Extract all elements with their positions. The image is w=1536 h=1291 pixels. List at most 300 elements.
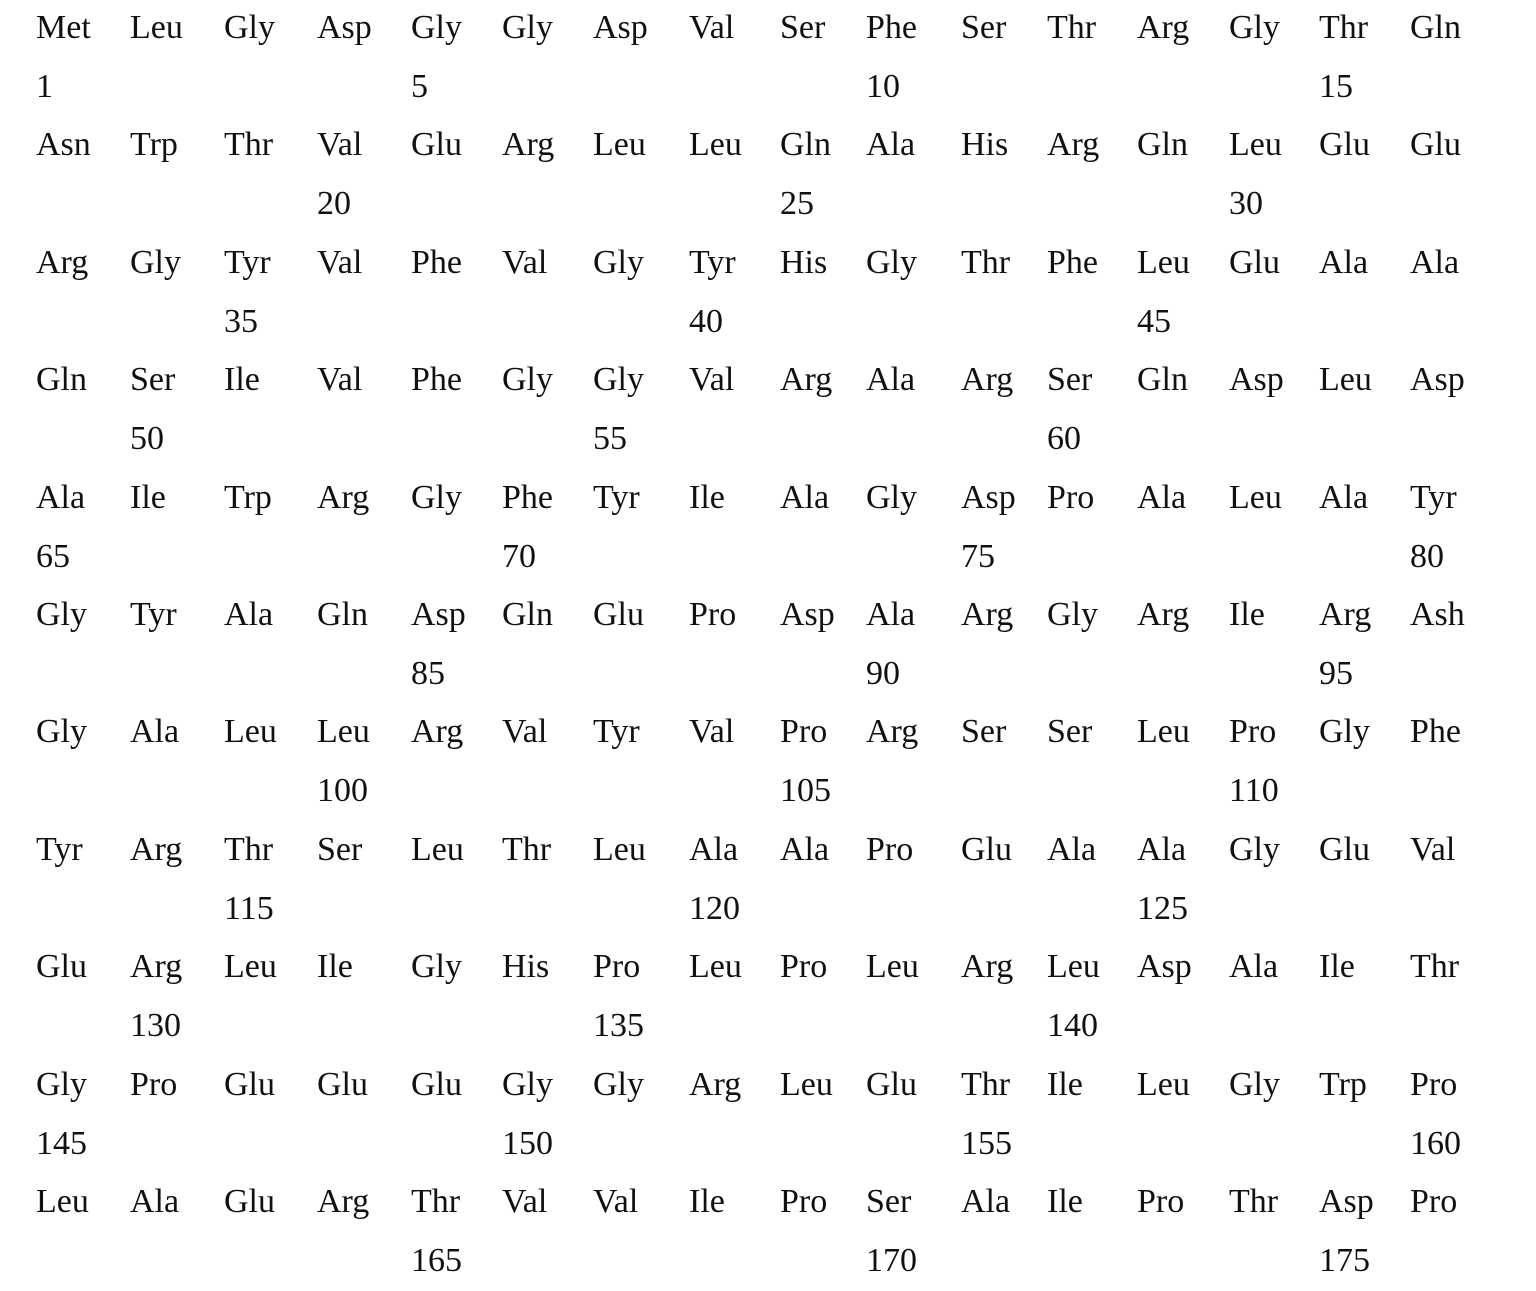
residue-cell — [317, 939, 409, 1056]
residue-code: Leu — [593, 830, 646, 868]
residue-cell — [866, 0, 958, 117]
residue-position-number: 20 — [317, 185, 351, 223]
residue-cell — [130, 704, 222, 821]
residue-cell — [502, 470, 594, 587]
residue-code: Ala — [780, 478, 830, 516]
residue-code: Gly — [411, 9, 462, 46]
residue-cell — [961, 587, 1053, 704]
residue-cell — [1047, 1174, 1139, 1291]
residue-code: Thr — [961, 1065, 1011, 1103]
residue-cell — [866, 704, 958, 821]
residue-cell — [36, 822, 128, 939]
residue-code: Ala — [224, 595, 274, 633]
residue-cell — [502, 939, 594, 1056]
residue-cell — [317, 235, 409, 352]
residue-code: Ile — [1229, 595, 1265, 633]
residue-code: Glu — [224, 1182, 275, 1220]
residue-cell — [36, 1174, 128, 1291]
residue-cell — [1319, 822, 1411, 939]
residue-position-number: 55 — [593, 420, 627, 458]
residue-code: Gln — [1137, 361, 1188, 399]
residue-code: Pro — [780, 713, 828, 751]
residue-code: Gly — [1319, 713, 1370, 751]
residue-code: Gly — [130, 243, 181, 281]
residue-position-number: 95 — [1319, 654, 1353, 692]
residue-code: Asp — [1319, 1182, 1374, 1220]
residue-cell — [502, 822, 594, 939]
residue-cell — [411, 352, 503, 469]
residue-code: Glu — [1410, 126, 1461, 164]
residue-cell — [593, 704, 685, 821]
sequence-row — [36, 235, 1506, 352]
residue-code: Tyr — [593, 478, 640, 516]
residue-cell — [130, 235, 222, 352]
residue-position-number: 165 — [411, 1241, 462, 1279]
residue-cell — [317, 704, 409, 821]
residue-cell — [689, 1057, 781, 1174]
residue-cell — [411, 1057, 503, 1174]
residue-cell — [130, 470, 222, 587]
residue-cell — [36, 235, 128, 352]
residue-code: Ala — [1137, 830, 1187, 868]
residue-cell — [502, 587, 594, 704]
residue-code: Gly — [502, 9, 553, 46]
residue-code: Leu — [1319, 361, 1372, 399]
residue-cell — [1319, 117, 1411, 234]
residue-cell — [1229, 1057, 1321, 1174]
residue-code: Arg — [317, 478, 370, 516]
residue-code: His — [780, 243, 828, 281]
residue-cell — [1229, 352, 1321, 469]
residue-cell — [1229, 0, 1321, 117]
residue-code: Leu — [317, 713, 370, 751]
residue-cell — [1047, 822, 1139, 939]
residue-code: Pro — [130, 1065, 178, 1103]
residue-cell — [1137, 939, 1229, 1056]
residue-code: Leu — [780, 1065, 833, 1103]
residue-cell — [866, 1057, 958, 1174]
residue-code: Arg — [36, 243, 89, 281]
residue-code: Glu — [593, 595, 644, 633]
residue-cell — [1137, 470, 1229, 587]
residue-cell — [1229, 117, 1321, 234]
sequence-row — [36, 704, 1506, 821]
residue-cell — [1137, 1057, 1229, 1174]
residue-code: Ash — [1410, 595, 1465, 633]
residue-position-number: 105 — [780, 772, 831, 810]
residue-code: Arg — [1137, 9, 1190, 46]
residue-position-number: 155 — [961, 1124, 1012, 1162]
residue-code: Glu — [1319, 830, 1370, 868]
residue-cell — [317, 352, 409, 469]
sequence-row — [36, 0, 1506, 117]
residue-code: Gly — [593, 361, 644, 399]
sequence-row — [36, 352, 1506, 469]
residue-code: Ala — [1047, 830, 1097, 868]
residue-position-number: 150 — [502, 1124, 553, 1162]
residue-code: Thr — [1410, 948, 1460, 986]
residue-code: Arg — [961, 948, 1014, 986]
residue-cell — [1410, 352, 1502, 469]
residue-cell — [689, 822, 781, 939]
residue-cell — [224, 470, 316, 587]
residue-cell — [1319, 1174, 1411, 1291]
residue-code: Gly — [1229, 830, 1280, 868]
residue-cell — [780, 0, 872, 117]
residue-position-number: 90 — [866, 654, 900, 692]
residue-code: Pro — [593, 948, 641, 986]
residue-cell — [502, 1174, 594, 1291]
residue-cell — [780, 822, 872, 939]
residue-cell — [1410, 939, 1502, 1056]
residue-cell — [1319, 352, 1411, 469]
residue-code: Ile — [1047, 1182, 1083, 1220]
residue-cell — [502, 1057, 594, 1174]
residue-cell — [961, 1174, 1053, 1291]
residue-cell — [961, 704, 1053, 821]
residue-code: Asp — [780, 595, 835, 633]
residue-cell — [1410, 235, 1502, 352]
sequence-row — [36, 1057, 1506, 1174]
residue-code: Val — [593, 1182, 639, 1220]
residue-cell — [224, 704, 316, 821]
residue-cell — [961, 352, 1053, 469]
residue-position-number: 175 — [1319, 1241, 1370, 1279]
residue-code: Leu — [593, 126, 646, 164]
residue-position-number: 80 — [1410, 537, 1444, 575]
sequence-row — [36, 470, 1506, 587]
residue-cell — [1229, 587, 1321, 704]
residue-cell — [1137, 587, 1229, 704]
residue-code: Asp — [411, 595, 466, 633]
residue-code: Asp — [1137, 948, 1192, 986]
residue-cell — [502, 117, 594, 234]
residue-position-number: 70 — [502, 537, 536, 575]
residue-code: Pro — [1410, 1065, 1458, 1103]
residue-code: Leu — [689, 948, 742, 986]
residue-code: Leu — [866, 948, 919, 986]
residue-code: Glu — [36, 948, 87, 986]
residue-code: Leu — [411, 830, 464, 868]
residue-code: Ser — [1047, 361, 1093, 399]
residue-cell — [1229, 470, 1321, 587]
residue-code: Asp — [317, 9, 372, 46]
residue-position-number: 40 — [689, 302, 723, 340]
residue-code: Asp — [1410, 361, 1465, 399]
residue-code: Ser — [961, 9, 1007, 46]
residue-cell — [317, 470, 409, 587]
residue-code: Gly — [866, 478, 917, 516]
residue-code: Gly — [1229, 9, 1280, 46]
sequence-row — [36, 587, 1506, 704]
residue-code: Val — [689, 713, 735, 751]
residue-code: Ser — [1047, 713, 1093, 751]
residue-cell — [689, 470, 781, 587]
residue-position-number: 1 — [36, 68, 53, 105]
residue-position-number: 145 — [36, 1124, 87, 1162]
residue-cell — [317, 1174, 409, 1291]
residue-code: Tyr — [1410, 478, 1457, 516]
residue-cell — [961, 470, 1053, 587]
residue-code: Glu — [866, 1065, 917, 1103]
residue-cell — [36, 470, 128, 587]
residue-cell — [411, 587, 503, 704]
residue-position-number: 85 — [411, 654, 445, 692]
residue-code: Val — [502, 1182, 548, 1220]
residue-cell — [1229, 235, 1321, 352]
residue-position-number: 65 — [36, 537, 70, 575]
residue-cell — [1410, 1174, 1502, 1291]
residue-code: Gly — [411, 948, 462, 986]
residue-cell — [1319, 1057, 1411, 1174]
residue-code: Gly — [36, 713, 87, 751]
residue-cell — [224, 352, 316, 469]
residue-code: Ala — [1319, 478, 1369, 516]
residue-code: Gln — [36, 361, 87, 399]
residue-code: Ala — [1137, 478, 1187, 516]
residue-position-number: 50 — [130, 420, 164, 458]
residue-cell — [36, 587, 128, 704]
residue-code: Gly — [502, 1065, 553, 1103]
residue-code: Thr — [961, 243, 1011, 281]
residue-code: Leu — [130, 9, 183, 46]
residue-cell — [224, 939, 316, 1056]
residue-cell — [866, 822, 958, 939]
residue-code: Tyr — [689, 243, 736, 281]
residue-cell — [1229, 1174, 1321, 1291]
residue-code: Ser — [130, 361, 176, 399]
residue-code: Glu — [1319, 126, 1370, 164]
residue-code: Leu — [224, 713, 277, 751]
residue-position-number: 115 — [224, 889, 274, 927]
residue-cell — [502, 704, 594, 821]
residue-cell — [1319, 470, 1411, 587]
residue-code: Val — [1410, 830, 1456, 868]
residue-code: Val — [317, 126, 363, 164]
residue-code: Thr — [1229, 1182, 1279, 1220]
residue-code: Ile — [1319, 948, 1355, 986]
residue-cell — [866, 1174, 958, 1291]
residue-code: Ala — [1319, 243, 1369, 281]
residue-code: Arg — [1319, 595, 1372, 633]
residue-cell — [1229, 822, 1321, 939]
residue-code: Phe — [1410, 713, 1461, 751]
residue-cell — [1229, 704, 1321, 821]
residue-code: Glu — [411, 126, 462, 164]
residue-code: Gly — [36, 595, 87, 633]
residue-code: Thr — [1319, 9, 1369, 46]
residue-position-number: 45 — [1137, 302, 1171, 340]
residue-code: Thr — [1047, 9, 1097, 46]
residue-code: Ala — [689, 830, 739, 868]
residue-cell — [866, 352, 958, 469]
residue-code: Arg — [130, 948, 183, 986]
residue-cell — [593, 939, 685, 1056]
residue-code: Ala — [780, 830, 830, 868]
residue-cell — [866, 587, 958, 704]
residue-cell — [1047, 704, 1139, 821]
residue-cell — [130, 822, 222, 939]
residue-cell — [36, 352, 128, 469]
residue-code: Ala — [1410, 243, 1460, 281]
residue-code: Gln — [502, 595, 553, 633]
residue-cell — [1047, 1057, 1139, 1174]
residue-cell — [961, 235, 1053, 352]
residue-code: Asp — [1229, 361, 1284, 399]
residue-cell — [689, 1174, 781, 1291]
residue-cell — [411, 0, 503, 117]
residue-cell — [780, 1174, 872, 1291]
residue-cell — [866, 117, 958, 234]
residue-cell — [593, 352, 685, 469]
residue-code: Phe — [411, 361, 462, 399]
residue-cell — [1410, 587, 1502, 704]
residue-cell — [593, 235, 685, 352]
residue-code: Gly — [593, 1065, 644, 1103]
residue-code: Ser — [317, 830, 363, 868]
residue-cell — [1410, 704, 1502, 821]
residue-cell — [36, 117, 128, 234]
residue-cell — [411, 470, 503, 587]
residue-cell — [593, 1057, 685, 1174]
residue-code: Val — [689, 361, 735, 399]
residue-cell — [689, 587, 781, 704]
residue-position-number: 75 — [961, 537, 995, 575]
residue-code: Tyr — [130, 595, 177, 633]
residue-code: Pro — [780, 1182, 828, 1220]
residue-cell — [224, 235, 316, 352]
residue-cell — [1319, 704, 1411, 821]
residue-code: Phe — [866, 9, 917, 46]
residue-cell — [36, 939, 128, 1056]
residue-cell — [130, 939, 222, 1056]
residue-position-number: 30 — [1229, 185, 1263, 223]
residue-position-number: 15 — [1319, 68, 1353, 105]
residue-cell — [130, 587, 222, 704]
residue-cell — [689, 0, 781, 117]
residue-code: Met — [36, 9, 91, 46]
residue-cell — [1047, 470, 1139, 587]
residue-cell — [130, 352, 222, 469]
residue-code: Ile — [317, 948, 353, 986]
residue-code: Ser — [866, 1182, 912, 1220]
residue-cell — [1047, 235, 1139, 352]
residue-code: Pro — [689, 595, 737, 633]
residue-cell — [780, 117, 872, 234]
residue-cell — [130, 1057, 222, 1174]
residue-cell — [780, 235, 872, 352]
residue-position-number: 5 — [411, 68, 428, 105]
residue-code: Leu — [1047, 948, 1100, 986]
residue-cell — [224, 587, 316, 704]
residue-position-number: 135 — [593, 1007, 644, 1045]
residue-code: Pro — [1047, 478, 1095, 516]
residue-code: Leu — [224, 948, 277, 986]
residue-cell — [36, 1057, 128, 1174]
residue-cell — [1410, 0, 1502, 117]
residue-cell — [1047, 352, 1139, 469]
residue-code: Thr — [411, 1182, 461, 1220]
residue-code: Glu — [224, 1065, 275, 1103]
residue-cell — [866, 470, 958, 587]
residue-cell — [1137, 117, 1229, 234]
sequence-listing — [36, 0, 1506, 1291]
residue-cell — [224, 117, 316, 234]
residue-cell — [866, 235, 958, 352]
residue-code: Leu — [1229, 478, 1282, 516]
residue-code: Thr — [502, 830, 552, 868]
residue-cell — [689, 352, 781, 469]
residue-cell — [593, 0, 685, 117]
residue-code: Leu — [1137, 243, 1190, 281]
residue-cell — [961, 939, 1053, 1056]
residue-cell — [36, 0, 128, 117]
residue-cell — [1410, 822, 1502, 939]
residue-code: Ser — [780, 9, 826, 46]
residue-cell — [1137, 704, 1229, 821]
residue-code: Pro — [780, 948, 828, 986]
sequence-row — [36, 117, 1506, 234]
residue-cell — [780, 587, 872, 704]
residue-cell — [1137, 1174, 1229, 1291]
residue-cell — [130, 1174, 222, 1291]
residue-cell — [689, 704, 781, 821]
residue-code: Gln — [1137, 126, 1188, 164]
residue-cell — [866, 939, 958, 1056]
residue-code: Thr — [224, 830, 274, 868]
residue-cell — [130, 117, 222, 234]
residue-cell — [961, 117, 1053, 234]
residue-code: Gly — [1229, 1065, 1280, 1103]
residue-code: Tyr — [36, 830, 83, 868]
residue-code: Ile — [689, 478, 725, 516]
residue-cell — [1319, 939, 1411, 1056]
residue-cell — [317, 0, 409, 117]
residue-code: Val — [502, 713, 548, 751]
residue-position-number: 160 — [1410, 1124, 1461, 1162]
residue-cell — [689, 117, 781, 234]
residue-code: Asp — [961, 478, 1016, 516]
residue-position-number: 10 — [866, 68, 900, 105]
residue-cell — [1319, 587, 1411, 704]
residue-cell — [1047, 117, 1139, 234]
residue-code: Arg — [502, 126, 555, 164]
residue-code: Thr — [224, 126, 274, 164]
residue-code: Ala — [866, 361, 916, 399]
residue-code: Leu — [689, 126, 742, 164]
residue-position-number: 140 — [1047, 1007, 1098, 1045]
residue-code: His — [502, 948, 550, 986]
residue-code: Glu — [1229, 243, 1280, 281]
residue-code: Asn — [36, 126, 91, 164]
residue-cell — [224, 0, 316, 117]
residue-cell — [593, 117, 685, 234]
residue-cell — [689, 235, 781, 352]
residue-cell — [1047, 0, 1139, 117]
residue-code: Arg — [689, 1065, 742, 1103]
residue-code: Phe — [502, 478, 553, 516]
residue-code: Trp — [1319, 1065, 1367, 1103]
residue-cell — [1137, 235, 1229, 352]
residue-cell — [317, 822, 409, 939]
residue-cell — [1137, 822, 1229, 939]
residue-cell — [502, 0, 594, 117]
residue-cell — [411, 117, 503, 234]
residue-code: Gln — [1410, 9, 1461, 46]
sequence-row — [36, 1174, 1506, 1291]
residue-cell — [1137, 0, 1229, 117]
residue-code: Ile — [130, 478, 166, 516]
